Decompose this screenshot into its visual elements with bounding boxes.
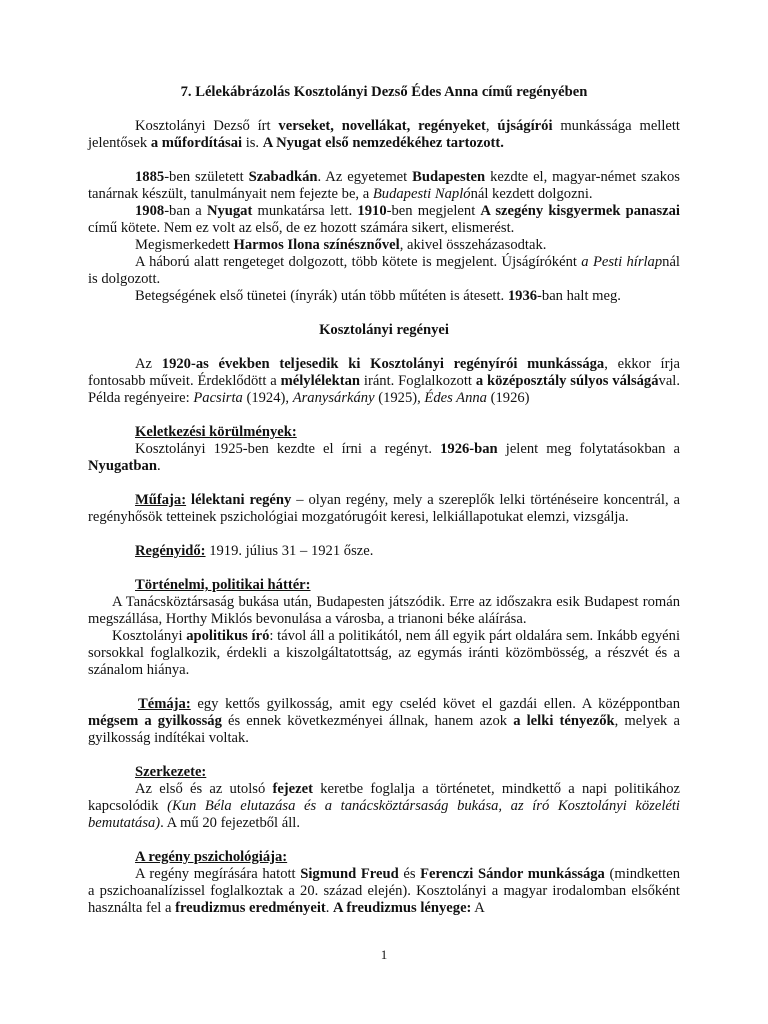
text-run: Témája: (138, 696, 191, 712)
text-run: A Tanácsköztársaság bukása után, Budapesten játszódik. Erre az időszakra esik Budapest román megszállása, Horthy Miklós bevonulása a városba, a trianoni béke aláírása. (88, 594, 680, 627)
text-run: Regényidő: (135, 543, 206, 559)
text-run: iránt. Foglalkozott (360, 373, 476, 389)
text-run: 1919. július 31 – 1921 ősze. (205, 543, 374, 559)
text-run: , akivel összeházasodtak. (399, 237, 547, 253)
text-run: . Az egyetemet (317, 169, 413, 185)
text-run: Édes Anna (424, 390, 487, 406)
history-paragraph-1 (88, 594, 680, 628)
text-run: Budapesti Napló (372, 186, 471, 202)
text-run: nál is dolgozott. (88, 254, 680, 287)
intro-paragraph (88, 118, 680, 152)
text-run: Nyugat (206, 203, 253, 219)
text-run: Harmos Ilona színésznővel (233, 237, 400, 253)
text-run: Kosztolányi 1925-ben kezdte el írni a regényt. (135, 441, 441, 457)
structure-heading: Szerkezete: (135, 764, 207, 780)
history-heading: Történelmi, politikai háttér: (135, 577, 311, 593)
text-run: A freudizmus lényege: (333, 900, 472, 916)
text-run: (mindketten a pszichoanalízissel foglalkoztak a 20. század elején). Kosztolányi a magyar irodalomban elsőként használta fel a (88, 866, 680, 916)
text-run: Szabadkán (248, 169, 318, 185)
genre-paragraph (88, 492, 680, 526)
text-run: 1908 (135, 203, 165, 219)
text-run: keretbe foglalja a történetet, mindkettő a napi politikához kapcsolódik (88, 781, 680, 814)
text-run: (1924), (242, 390, 293, 406)
text-run: a középosztály súlyos válságá (475, 373, 659, 389)
text-run: munkássága mellett jelentősek (88, 118, 680, 151)
text-run: . (156, 458, 161, 474)
psych-paragraph (88, 866, 680, 917)
text-run: (1925), (374, 390, 425, 406)
text-run: Pacsirta (193, 390, 243, 406)
page-number: 1 (380, 947, 388, 962)
text-run: Betegségének első tünetei (ínyrák) után több műtéten is átesett. (135, 288, 508, 304)
bio-paragraph-2 (88, 203, 680, 237)
bio-paragraph-4 (88, 254, 680, 288)
text-run: apolitikus író (186, 628, 270, 644)
text-run: is. (242, 135, 263, 151)
text-run: , ekkor írja fontosabb műveit. Érdeklődött a (88, 356, 681, 389)
text-run: A Nyugat első nemzedékéhez tartozott. (262, 135, 504, 151)
text-run: 1920-as években teljesedik ki Kosztolányi regényírói munkássága (161, 356, 605, 372)
text-run: 1926-ban (440, 441, 498, 457)
text-run: A szegény kisgyermek panaszai (480, 203, 680, 219)
text-run: : távol áll a politikától, nem áll egyik párt oldalára sem. Inkább egyéni sorsokkal foglalkozik, érdekli a kiszolgáltatottság, az egymás iránti közömbösség, a részvét és a szánalom hiánya. (88, 628, 680, 678)
text-run: Nyugatban (88, 458, 157, 474)
text-run: A (471, 900, 485, 916)
document-page (88, 84, 680, 917)
history-paragraph-2 (88, 628, 680, 679)
text-run: . (325, 900, 334, 916)
text-run: 1910 (357, 203, 387, 219)
text-run: mégsem a gyilkosság (88, 713, 222, 729)
text-run: Kosztolányi (112, 628, 187, 644)
text-run: lélektani regény (191, 492, 292, 508)
text-run: és ennek következményei állnak, hanem azok (221, 713, 514, 729)
text-run: (1926) (486, 390, 530, 406)
text-run: freudizmus eredményeit (175, 900, 326, 916)
text-run: egy kettős gyilkosság, amit egy cseléd követ el gazdái ellen. A középpontban (190, 696, 680, 712)
text-run: Az (135, 356, 162, 372)
text-run: jelent meg folytatásokban a (497, 441, 680, 457)
bio-paragraph-3 (88, 237, 680, 254)
text-run: 1885 (135, 169, 165, 185)
text-run: a Pesti hírlap (581, 254, 663, 270)
structure-paragraph (88, 781, 680, 832)
text-run: – olyan regény, mely a szereplők lelki történéseire koncentrál, a regényhősök tetteinek pszichológiai mozgatórugóit keresi, lelkiállapotukat elemzi, vizsgálja. (88, 492, 680, 525)
bio-paragraph-5 (88, 288, 680, 305)
text-run: -ban halt meg. (537, 288, 621, 304)
text-run: Műfaja: (135, 492, 187, 508)
text-run: A regény megírására hatott (135, 866, 301, 882)
novels-heading: Kosztolányi regényei (319, 322, 449, 338)
text-run: val. Példa regényeire: (88, 373, 680, 406)
document-title: 7. Lélekábrázolás Kosztolányi Dezső Édes Anna című regényében (180, 84, 588, 100)
origin-heading: Keletkezési körülmények: (135, 424, 297, 440)
text-run: és (398, 866, 421, 882)
text-run: Kosztolányi Dezső írt (135, 118, 279, 134)
text-run: A háború alatt rengeteget dolgozott, több kötete is megjelent. Újságíróként (135, 254, 582, 270)
text-run: -ban a (164, 203, 207, 219)
time-paragraph (88, 543, 680, 560)
text-run: -ben született (164, 169, 249, 185)
text-run: újságírói (497, 118, 553, 134)
text-run: 1936 (507, 288, 538, 304)
text-run: kezdte el, magyar-német szakos tanárnak készült, tanulmányait nem fejezte be, a (88, 169, 680, 202)
text-run: fejezet (272, 781, 313, 797)
text-run: Budapesten (412, 169, 486, 185)
text-run: Sigmund Freud (300, 866, 399, 882)
text-run: . A mű 20 fejezetből áll. (160, 815, 300, 831)
text-run: Megismerkedett (135, 237, 234, 253)
text-run: a műfordításai (150, 135, 243, 151)
text-run: nál kezdett dolgozni. (470, 186, 593, 202)
theme-paragraph (88, 696, 680, 747)
psych-heading: A regény pszichológiája: (135, 849, 288, 865)
text-run: , (485, 118, 498, 134)
text-run: , melyek a gyilkosság indítékai voltak. (88, 713, 680, 746)
text-run: a lelki tényezők (513, 713, 615, 729)
origin-paragraph (88, 441, 680, 475)
text-run: Aranysárkány (292, 390, 375, 406)
text-run: -ben megjelent (386, 203, 481, 219)
text-run: mélylélektan (280, 373, 361, 389)
text-run: (Kun Béla elutazása és a tanácsköztársaság bukása, az író Kosztolányi közeléti bemutatása) (88, 798, 680, 831)
text-run: Az első és az utolsó (135, 781, 273, 797)
text-run: Ferenczi Sándor munkássága (420, 866, 605, 882)
text-run: verseket, novellákat, regényeket (278, 118, 486, 134)
text-run: című kötete. Nem ez volt az első, de ez hozott számára sikert, elismerést. (88, 220, 515, 236)
novels-paragraph (88, 356, 680, 407)
bio-paragraph-1 (88, 169, 680, 203)
text-run: munkatársa lett. (252, 203, 358, 219)
